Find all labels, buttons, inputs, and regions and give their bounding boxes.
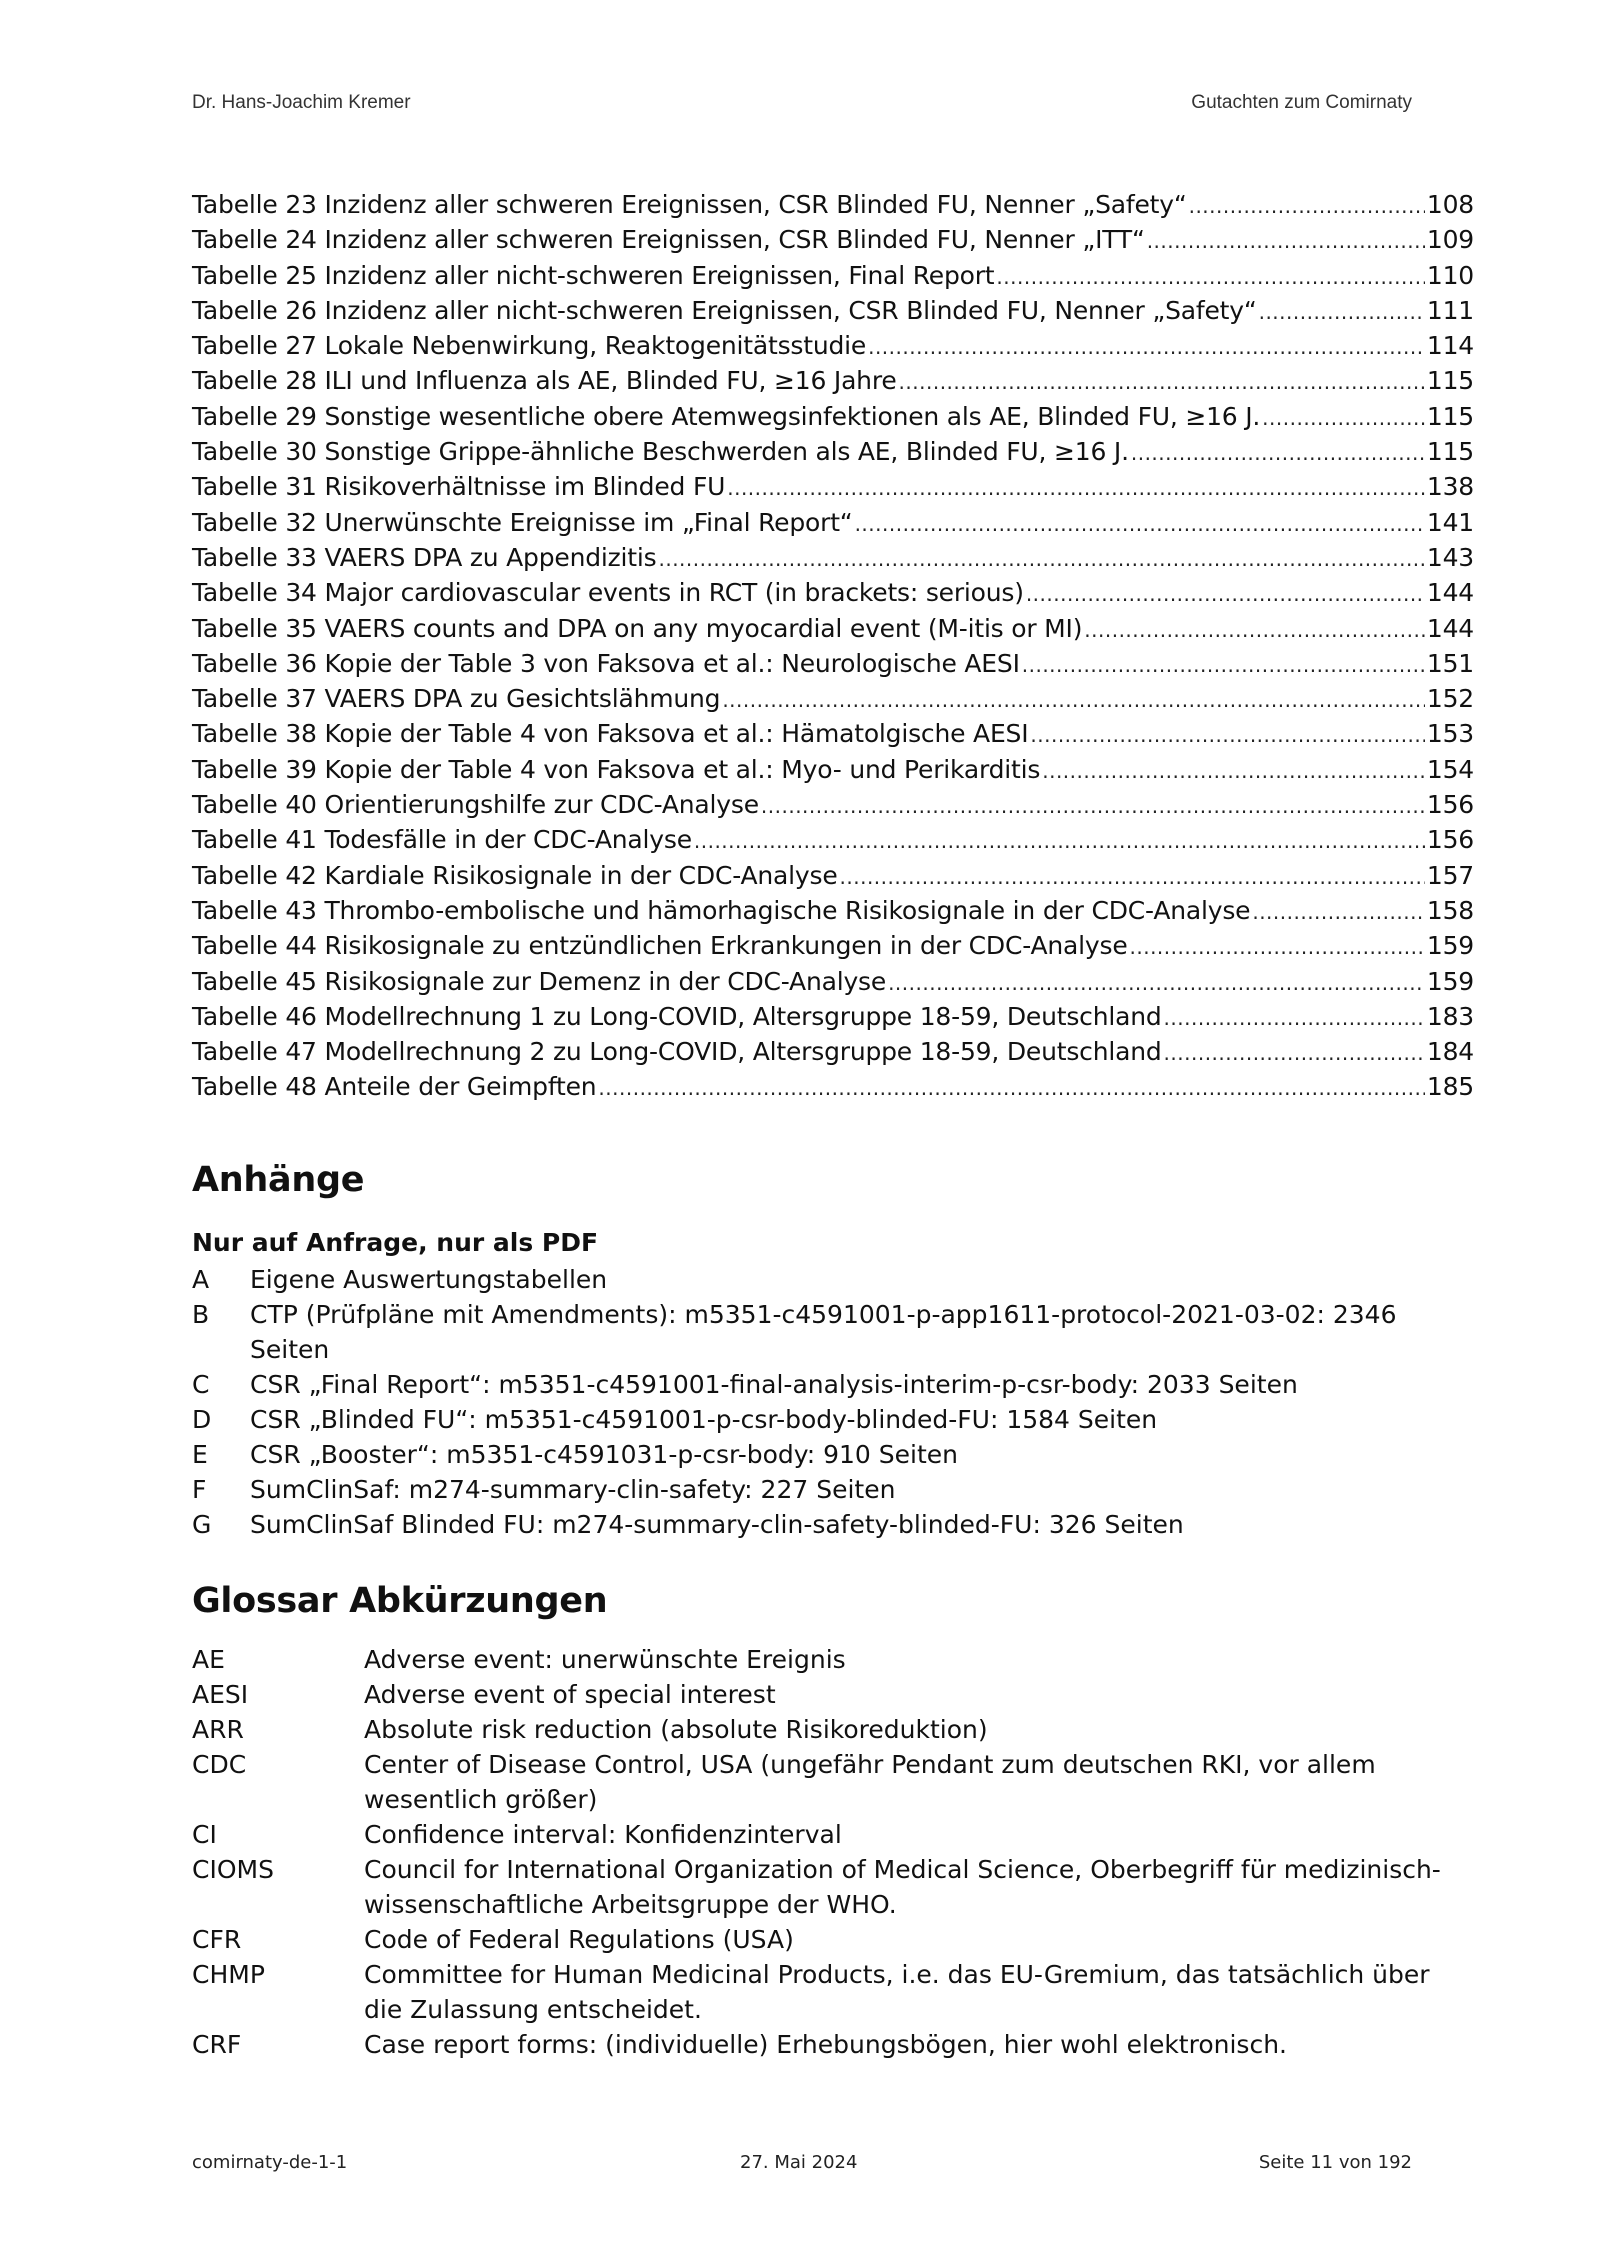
toc-entry-label: Tabelle 32 Unerwünschte Ereignisse im „Final Report“ — [192, 507, 853, 537]
glossary-abbreviation: CFR — [192, 1925, 242, 1954]
toc-entry[interactable] — [192, 543, 1474, 578]
toc-leader-dots — [1030, 723, 1424, 747]
toc-entry[interactable] — [192, 508, 1474, 543]
footer-doc-id: comirnaty-de-1-1 — [192, 2152, 348, 2173]
toc-entry-page: 115 — [1426, 401, 1474, 431]
toc-leader-dots — [888, 971, 1425, 995]
toc-leader-dots — [1164, 1041, 1425, 1065]
glossary-definition: Council for International Organization of Medical Science, Oberbegriff für medizinisch-wissenschaftliche Arbeitsgruppe der WHO. — [364, 1855, 1441, 1919]
glossary-item — [192, 1922, 1474, 1957]
toc-entry[interactable] — [192, 931, 1474, 966]
toc-entry[interactable] — [192, 190, 1474, 225]
appendix-item — [192, 1437, 1474, 1472]
toc-entry[interactable] — [192, 825, 1474, 860]
glossary-item — [192, 1957, 1474, 2027]
toc-entry[interactable] — [192, 261, 1474, 296]
glossary-abbreviation: CHMP — [192, 1960, 265, 1989]
toc-leader-dots — [1131, 441, 1425, 465]
toc-entry[interactable] — [192, 578, 1474, 613]
toc-entry-label: Tabelle 42 Kardiale Risikosignale in der CDC-Analyse — [192, 860, 838, 890]
toc-entry-page: 185 — [1426, 1072, 1474, 1102]
toc-entry-page: 156 — [1426, 790, 1474, 820]
appendix-item — [192, 1472, 1474, 1507]
toc-entry[interactable] — [192, 1072, 1474, 1107]
toc-leader-dots — [1026, 582, 1425, 606]
toc-entry-label: Tabelle 27 Lokale Nebenwirkung, Reaktogenitätsstudie — [192, 331, 867, 361]
appendix-heading: Anhänge — [192, 1160, 365, 1200]
glossary-item — [192, 1677, 1474, 1712]
toc-entry-label: Tabelle 43 Thrombo-embolische und hämorhagische Risikosignale in der CDC-Analyse — [192, 895, 1251, 925]
toc-entry-label: Tabelle 47 Modellrechnung 2 zu Long-COVID, Altersgruppe 18-59, Deutschland — [192, 1037, 1162, 1067]
toc-entry[interactable] — [192, 472, 1474, 507]
toc-entry[interactable] — [192, 1037, 1474, 1072]
appendix-item-letter: G — [192, 1510, 212, 1539]
glossary-definition: Case report forms: (individuelle) Erhebungsbögen, hier wohl elektronisch. — [364, 2030, 1287, 2059]
toc-leader-dots — [1252, 900, 1425, 924]
toc-entry-label: Tabelle 46 Modellrechnung 1 zu Long-COVID, Altersgruppe 18-59, Deutschland — [192, 1001, 1162, 1031]
appendix-item-letter: E — [192, 1440, 208, 1469]
toc-entry[interactable] — [192, 967, 1474, 1002]
toc-entry-page: 114 — [1426, 331, 1474, 361]
toc-entry[interactable] — [192, 790, 1474, 825]
glossary-item — [192, 1747, 1474, 1817]
appendix-item-text: Eigene Auswertungstabellen — [250, 1265, 608, 1294]
appendix-item-text: CSR „Booster“: m5351-c4591031-p-csr-body: 910 Seiten — [250, 1440, 958, 1469]
toc-entry[interactable] — [192, 366, 1474, 401]
glossary-item — [192, 1852, 1474, 1922]
glossary-heading: Glossar Abkürzungen — [192, 1581, 608, 1621]
toc-leader-dots — [1130, 935, 1425, 959]
toc-leader-dots — [722, 688, 1425, 712]
appendix-list — [192, 1262, 1474, 1542]
toc-entry-label: Tabelle 33 VAERS DPA zu Appendizitis — [192, 542, 657, 572]
toc-entry-page: 159 — [1426, 931, 1474, 961]
glossary-definition: Code of Federal Regulations (USA) — [364, 1925, 794, 1954]
table-list — [192, 190, 1474, 1108]
toc-leader-dots — [899, 370, 1425, 394]
toc-entry[interactable] — [192, 719, 1474, 754]
toc-entry-label: Tabelle 44 Risikosignale zu entzündlichen Erkrankungen in der CDC-Analyse — [192, 931, 1128, 961]
toc-entry-page: 183 — [1426, 1001, 1474, 1031]
glossary-definition: Confidence interval: Konfidenzinterval — [364, 1820, 842, 1849]
toc-leader-dots — [727, 476, 1425, 500]
glossary-item — [192, 1712, 1474, 1747]
header-title: Gutachten zum Comirnaty — [1191, 92, 1412, 113]
toc-leader-dots — [1042, 759, 1425, 783]
appendix-item — [192, 1297, 1474, 1367]
toc-leader-dots — [1084, 618, 1425, 642]
toc-entry[interactable] — [192, 649, 1474, 684]
toc-entry-label: Tabelle 41 Todesfälle in der CDC-Analyse — [192, 825, 692, 855]
glossary-definition: Absolute risk reduction (absolute Risikoreduktion) — [364, 1715, 988, 1744]
toc-entry-page: 159 — [1426, 966, 1474, 996]
toc-entry-label: Tabelle 24 Inzidenz aller schweren Ereignissen, CSR Blinded FU, Nenner „ITT“ — [192, 225, 1145, 255]
glossary-abbreviation: CDC — [192, 1750, 247, 1779]
toc-entry-label: Tabelle 31 Risikoverhältnisse im Blinded FU — [192, 472, 726, 502]
appendix-item — [192, 1262, 1474, 1297]
glossary-list — [192, 1642, 1474, 2062]
toc-leader-dots — [1164, 1006, 1425, 1030]
glossary-definition: Adverse event: unerwünschte Ereignis — [364, 1645, 846, 1674]
appendix-item-text: CSR „Final Report“: m5351-c4591001-final-analysis-interim-p-csr-body: 2033 Seiten — [250, 1370, 1298, 1399]
glossary-item — [192, 1642, 1474, 1677]
toc-entry[interactable] — [192, 402, 1474, 437]
toc-entry-page: 151 — [1426, 648, 1474, 678]
glossary-item — [192, 2027, 1474, 2062]
toc-entry-page: 144 — [1426, 613, 1474, 643]
glossary-definition: Center of Disease Control, USA (ungefähr Pendant zum deutschen RKI, vor allem wesentlich größer) — [364, 1750, 1376, 1814]
toc-entry-page: 138 — [1426, 472, 1474, 502]
toc-leader-dots — [868, 335, 1425, 359]
toc-entry-page: 184 — [1426, 1037, 1474, 1067]
toc-leader-dots — [1262, 406, 1425, 430]
toc-entry-page: 157 — [1426, 860, 1474, 890]
toc-entry-page: 152 — [1426, 684, 1474, 714]
appendix-item-text: CTP (Prüfpläne mit Amendments): m5351-c4591001-p-app1611-protocol-2021-03-02: 2346 Seiten — [250, 1300, 1397, 1364]
toc-entry-page: 156 — [1426, 825, 1474, 855]
appendix-item-letter: F — [192, 1475, 207, 1504]
toc-entry-page: 141 — [1426, 507, 1474, 537]
toc-entry-label: Tabelle 25 Inzidenz aller nicht-schweren Ereignissen, Final Report — [192, 260, 995, 290]
toc-entry-label: Tabelle 48 Anteile der Geimpften — [192, 1072, 597, 1102]
footer-page-number: Seite 11 von 192 — [1258, 2152, 1412, 2173]
toc-entry-label: Tabelle 30 Sonstige Grippe-ähnliche Beschwerden als AE, Blinded FU, ≥16 J. — [192, 437, 1129, 467]
toc-entry-label: Tabelle 38 Kopie der Table 4 von Faksova et al.: Hämatolgische AESI — [192, 719, 1029, 749]
appendix-item-letter: A — [192, 1265, 210, 1294]
toc-entry-label: Tabelle 35 VAERS counts and DPA on any myocardial event (M-itis or MI) — [192, 613, 1083, 643]
appendix-item — [192, 1507, 1474, 1542]
toc-entry-label: Tabelle 36 Kopie der Table 3 von Faksova et al.: Neurologische AESI — [192, 648, 1020, 678]
toc-leader-dots — [1022, 653, 1425, 677]
toc-entry-page: 115 — [1426, 437, 1474, 467]
appendix-subheading: Nur auf Anfrage, nur als PDF — [192, 1228, 599, 1257]
toc-entry-label: Tabelle 29 Sonstige wesentliche obere Atemwegsinfektionen als AE, Blinded FU, ≥16 J. — [192, 401, 1261, 431]
toc-leader-dots — [996, 265, 1424, 289]
glossary-item — [192, 1817, 1474, 1852]
appendix-item-letter: B — [192, 1300, 210, 1329]
glossary-abbreviation: CIOMS — [192, 1855, 274, 1884]
toc-entry[interactable] — [192, 1002, 1474, 1037]
toc-leader-dots — [855, 512, 1425, 536]
appendix-item-text: SumClinSaf Blinded FU: m274-summary-clin-safety-blinded-FU: 326 Seiten — [250, 1510, 1184, 1539]
toc-entry-page: 110 — [1426, 260, 1474, 290]
toc-leader-dots — [658, 547, 1424, 571]
toc-entry-label: Tabelle 40 Orientierungshilfe zur CDC-Analyse — [192, 790, 759, 820]
toc-entry-page: 154 — [1426, 754, 1474, 784]
toc-leader-dots — [1189, 194, 1425, 218]
toc-entry-label: Tabelle 26 Inzidenz aller nicht-schweren Ereignissen, CSR Blinded FU, Nenner „Safety“ — [192, 295, 1257, 325]
toc-entry-page: 158 — [1426, 895, 1474, 925]
toc-entry-label: Tabelle 23 Inzidenz aller schweren Ereignissen, CSR Blinded FU, Nenner „Safety“ — [192, 190, 1187, 219]
page-header — [192, 92, 1412, 114]
glossary-abbreviation: ARR — [192, 1715, 244, 1744]
glossary-abbreviation: AESI — [192, 1680, 249, 1709]
appendix-item — [192, 1402, 1474, 1437]
toc-entry-page: 111 — [1426, 295, 1474, 325]
toc-entry-page: 108 — [1426, 190, 1474, 219]
toc-entry-page: 144 — [1426, 578, 1474, 608]
glossary-abbreviation: CI — [192, 1820, 217, 1849]
appendix-item-letter: D — [192, 1405, 212, 1434]
header-author: Dr. Hans-Joachim Kremer — [192, 92, 411, 113]
glossary-abbreviation: AE — [192, 1645, 225, 1674]
toc-entry[interactable] — [192, 437, 1474, 472]
toc-entry-label: Tabelle 39 Kopie der Table 4 von Faksova et al.: Myo- und Perikarditis — [192, 754, 1041, 784]
appendix-item — [192, 1367, 1474, 1402]
toc-leader-dots — [840, 865, 1425, 889]
toc-entry[interactable] — [192, 861, 1474, 896]
glossary-definition: Committee for Human Medicinal Products, i.e. das EU-Gremium, das tatsächlich über die Zulassung entscheidet. — [364, 1960, 1430, 2024]
toc-entry[interactable] — [192, 296, 1474, 331]
toc-entry-label: Tabelle 28 ILI und Influenza als AE, Blinded FU, ≥16 Jahre — [192, 366, 897, 396]
toc-leader-dots — [1259, 300, 1425, 324]
toc-entry[interactable] — [192, 896, 1474, 931]
toc-leader-dots — [761, 794, 1425, 818]
glossary-definition: Adverse event of special interest — [364, 1680, 776, 1709]
toc-entry[interactable] — [192, 331, 1474, 366]
toc-entry[interactable] — [192, 755, 1474, 790]
toc-entry-label: Tabelle 34 Major cardiovascular events in RCT (in brackets: serious) — [192, 578, 1024, 608]
glossary-abbreviation: CRF — [192, 2030, 242, 2059]
footer-date: 27. Mai 2024 — [740, 2152, 858, 2173]
toc-entry-page: 109 — [1426, 225, 1474, 255]
appendix-item-text: CSR „Blinded FU“: m5351-c4591001-p-csr-body-blinded-FU: 1584 Seiten — [250, 1405, 1158, 1434]
appendix-item-text: SumClinSaf: m274-summary-clin-safety: 227 Seiten — [250, 1475, 896, 1504]
toc-entry-page: 143 — [1426, 542, 1474, 572]
toc-entry[interactable] — [192, 614, 1474, 649]
appendix-item-letter: C — [192, 1370, 210, 1399]
toc-leader-dots — [1147, 229, 1425, 253]
toc-entry-page: 153 — [1426, 719, 1474, 749]
toc-leader-dots — [598, 1076, 1424, 1100]
toc-entry-label: Tabelle 45 Risikosignale zur Demenz in der CDC-Analyse — [192, 966, 887, 996]
toc-entry-label: Tabelle 37 VAERS DPA zu Gesichtslähmung — [192, 684, 721, 714]
toc-entry[interactable] — [192, 225, 1474, 260]
toc-leader-dots — [694, 829, 1425, 853]
toc-entry-page: 115 — [1426, 366, 1474, 396]
toc-entry[interactable] — [192, 684, 1474, 719]
